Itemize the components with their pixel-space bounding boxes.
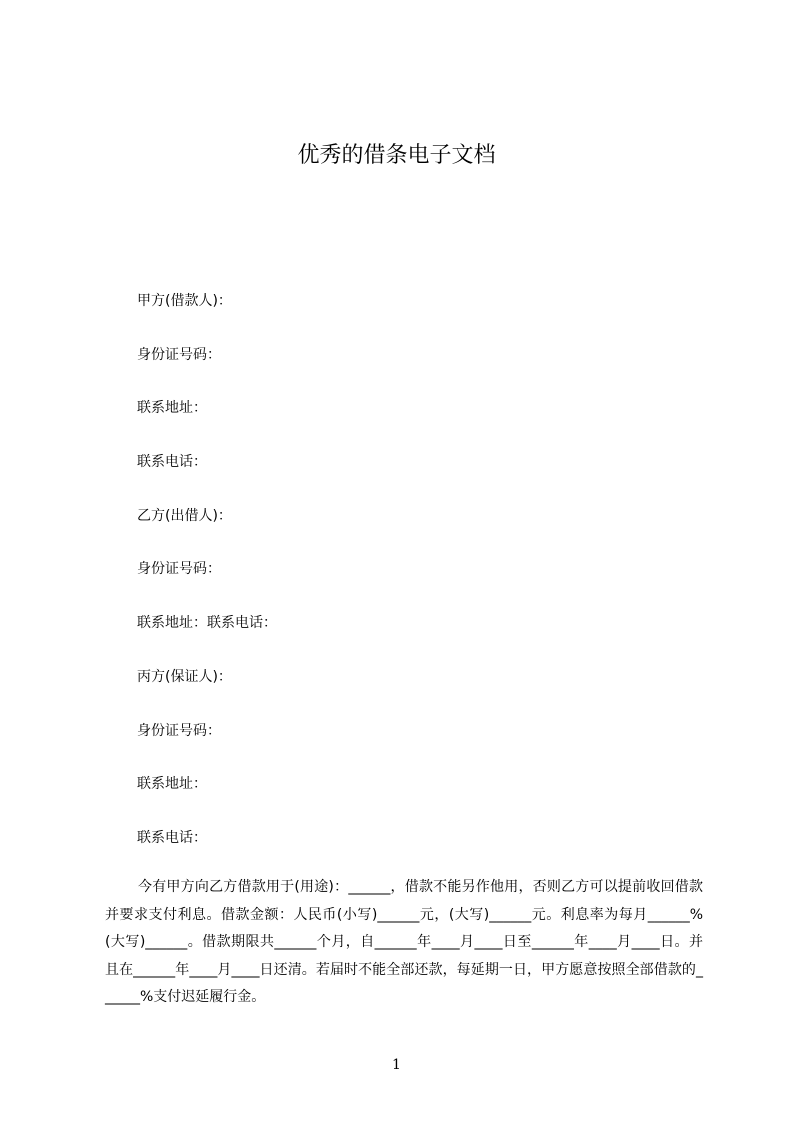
borrower-label: 甲方(借款人)： [137, 293, 232, 309]
guarantor-label: 丙方(保证人)： [137, 668, 232, 685]
borrower-phone-label: 联系电话： [137, 454, 207, 471]
guarantor-phone-label: 联系电话： [137, 829, 207, 846]
guarantor-id-number-label: 身份证号码： [137, 722, 221, 739]
party-info-list [137, 288, 277, 879]
lender-address-phone-label: 联系地址：联系电话： [137, 615, 277, 632]
loan-terms-paragraph: 今有甲方向乙方借款用于(用途)：______，借款不能另作他用，否则乙方可以提前收回借款并要求支付利息。借款金额：人民币(小写)______元，(大写)______元。利息率为每月______%(大写)______。借款期限共______个月，自______年____月____日至______年____月____日。并且在______年____月____日还清。若届时不能全部还款，每延期一日，甲方愿意按照全部借款的______%支付迟延履行金。 [105, 879, 703, 1005]
guarantor-address-label: 联系地址： [137, 776, 207, 793]
page-number: 1 [392, 1057, 401, 1073]
lender-id-number-label: 身份证号码： [137, 561, 221, 578]
borrower-id-number-label: 身份证号码： [137, 346, 221, 363]
lender-label: 乙方(出借人)： [137, 507, 232, 524]
borrower-address-label: 联系地址： [137, 400, 207, 417]
document-title: 优秀的借条电子文档 [297, 143, 496, 168]
